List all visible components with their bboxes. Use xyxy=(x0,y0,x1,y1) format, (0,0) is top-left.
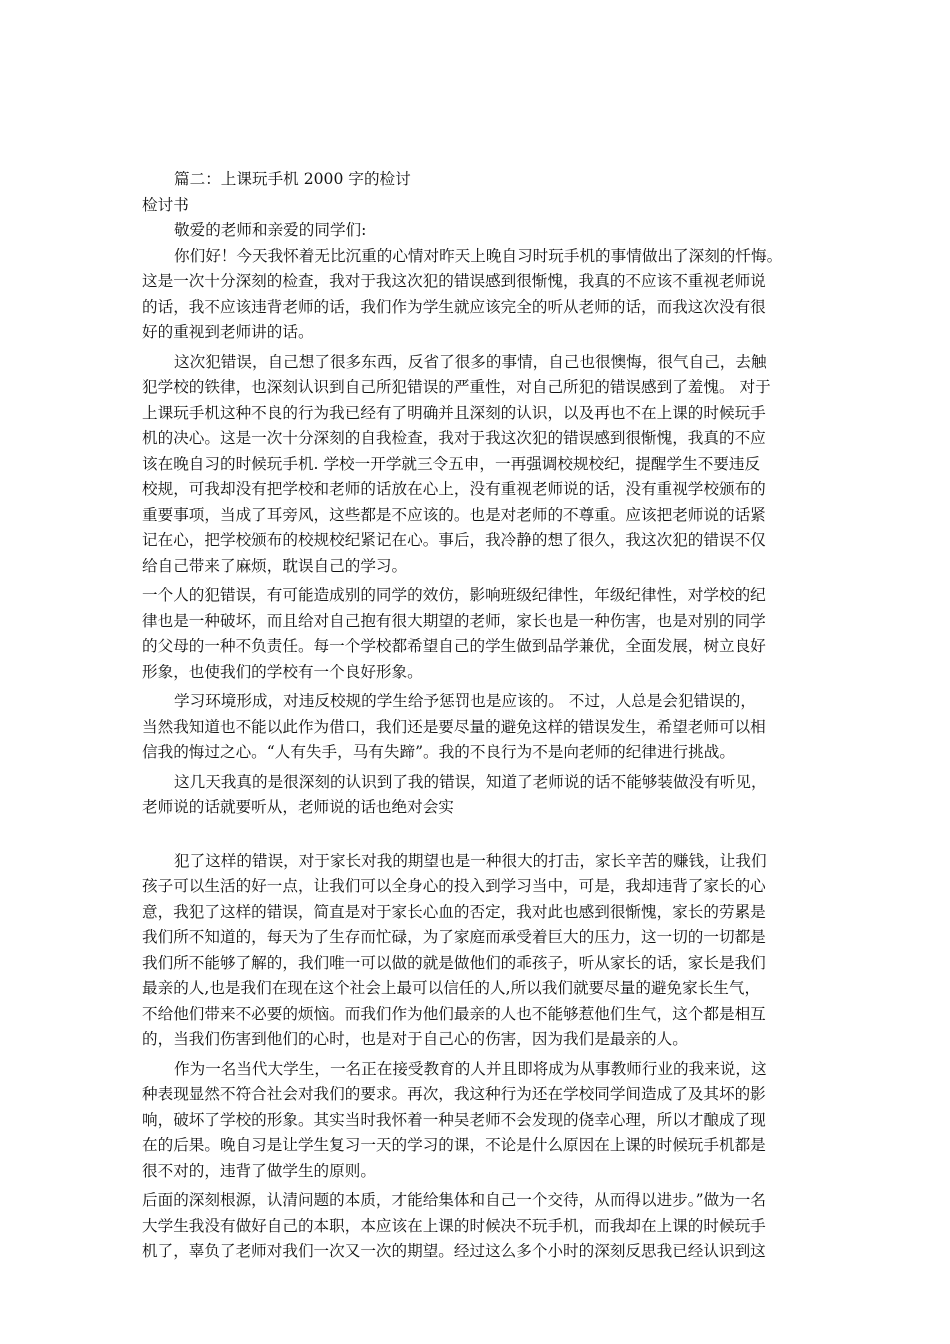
paragraph-line: 我们所不知道的，每天为了生存而忙碌，为了家庭而承受着巨大的压力，这一切的一切都是 xyxy=(142,928,766,946)
paragraph-line: 上课玩手机这种不良的行为我已经有了明确并且深刻的认识，以及再也不在上课的时候玩手 xyxy=(142,403,766,422)
paragraph xyxy=(142,350,812,580)
paragraph-line: 最亲的人,也是我们在现在这个社会上最可以信任的人,所以我们就要尽量的避免家长生气， xyxy=(142,979,761,997)
document-subtitle: 检讨书 xyxy=(142,195,189,214)
document-title: 篇二：上课玩手机 2000 字的检讨 xyxy=(174,170,411,188)
paragraph-line: 这次犯错误，自己想了很多东西，反省了很多的事情，自己也很懊悔，很气自己，去触 xyxy=(174,352,767,371)
paragraph-line: 不给他们带来不必要的烦恼。而我们作为他们最亲的人也不能够惹他们生气，这个都是相互 xyxy=(142,1004,766,1023)
paragraph-line: 校规，可我却没有把学校和老师的话放在心上，没有重视老师说的话，没有重视学校颁布的 xyxy=(142,480,766,498)
paragraph-line: 后面的深刻根源，认清问题的本质，才能给集体和自己一个交待，从而得以进步。”做为一名 xyxy=(142,1191,766,1209)
paragraph-line: 犯了这样的错误，对于家长对我的期望也是一种很大的打击，家长辛苦的赚钱，让我们 xyxy=(174,851,767,870)
paragraph-line: 记在心，把学校颁布的校规校纪紧记在心。事后，我冷静的想了很久，我这次犯的错误不仅 xyxy=(142,531,766,549)
paragraph xyxy=(142,689,812,766)
paragraph-line: 这几天我真的是很深刻的认识到了我的错误，知道了老师说的话不能够装做没有听见， xyxy=(174,772,767,791)
paragraph-line: 响，破坏了学校的形象。其实当时我怀着一种吴老师不会发现的侥幸心理，所以才酿成了现 xyxy=(142,1110,766,1129)
paragraph xyxy=(142,849,812,1053)
paragraph xyxy=(142,583,812,685)
paragraph-line: 老师说的话就要听从，老师说的话也绝对会实 xyxy=(142,798,454,816)
paragraph-line: 这是一次十分深刻的检查，我对于我这次犯的错误感到很惭愧，我真的不应该不重视老师说 xyxy=(142,272,766,290)
paragraph-line: 律也是一种破坏，而且给对自己抱有很大期望的老师，家长也是一种伤害，也是对别的同学 xyxy=(142,611,766,630)
document-page xyxy=(142,167,812,1265)
paragraph-line: 给自己带来了麻烦，耽误自己的学习。 xyxy=(142,556,408,575)
paragraph-line: 的话，我不应该违背老师的话，我们作为学生就应该完全的听从老师的话，而我这次没有很 xyxy=(142,297,766,316)
section-gap xyxy=(142,821,812,849)
paragraph-line: 犯学校的铁律，也深刻认识到自己所犯错误的严重性，对自己所犯的错误感到了羞愧。 对于 xyxy=(142,378,771,396)
paragraph xyxy=(142,770,812,821)
paragraph-line: 在的后果。晚自习是让学生复习一天的学习的课，不论是什么原因在上课的时候玩手机都是 xyxy=(142,1136,766,1154)
paragraph-line: 机了，辜负了老师对我们一次又一次的期望。经过这么多个小时的深刻反思我已经认识到这 xyxy=(142,1242,766,1260)
paragraph xyxy=(142,1057,812,1185)
paragraph-line: 信我的悔过之心。“人有失手，马有失蹄”。我的不良行为不是向老师的纪律进行挑战。 xyxy=(142,743,735,761)
paragraph-line: 我们所不能够了解的，我们唯一可以做的就是做他们的乖孩子，听从家长的话，家长是我们 xyxy=(142,953,766,972)
paragraph-line: 你们好！今天我怀着无比沉重的心情对昨天上晚自习时玩手机的事情做出了深刻的忏悔。 xyxy=(174,246,783,265)
body-paragraphs xyxy=(142,244,812,1265)
paragraph-line: 的父母的一种不负责任。每一个学校都希望自己的学生做到品学兼优，全面发展，树立良好 xyxy=(142,637,766,655)
paragraph-line: 大学生我没有做好自己的本职，本应该在上课的时候决不玩手机，而我却在上课的时候玩手 xyxy=(142,1216,766,1235)
paragraph-line: 重要事项，当成了耳旁风，这些都是不应该的。也是对老师的不尊重。应该把老师说的话紧 xyxy=(142,505,766,524)
paragraph-line: 当然我知道也不能以此作为借口，我们还是要尽量的避免这样的错误发生，希望老师可以相 xyxy=(142,717,766,736)
paragraph-line: 很不对的，违背了做学生的原则。 xyxy=(142,1161,376,1180)
paragraph-line: 好的重视到老师讲的话。 xyxy=(142,323,314,341)
paragraph-line: 该在晚自习的时候玩手机. 学校一开学就三令五申，一再强调校规校纪，提醒学生不要违反 xyxy=(142,454,761,473)
paragraph-line: 作为一名当代大学生，一名正在接受教育的人并且即将成为从事教师行业的我来说，这 xyxy=(174,1059,767,1078)
paragraph xyxy=(142,244,812,346)
paragraph-line: 一个人的犯错误，有可能造成别的同学的效仿，影响班级纪律性，年级纪律性，对学校的纪 xyxy=(142,586,766,604)
paragraph-line: 种表现显然不符合社会对我们的要求。再次，我这种行为还在学校同学间造成了及其坏的影 xyxy=(142,1085,766,1103)
paragraph-line: 孩子可以生活的好一点，让我们可以全身心的投入到学习当中，可是，我却违背了家长的心 xyxy=(142,877,766,895)
paragraph-line: 学习环境形成，对违反校规的学生给予惩罚也是应该的。 不过，人总是会犯错误的， xyxy=(174,692,756,710)
greeting: 敬爱的老师和亲爱的同学们: xyxy=(174,221,367,239)
paragraph-line: 形象，也使我们的学校有一个良好形象。 xyxy=(142,662,423,681)
paragraph xyxy=(142,1188,812,1265)
paragraph-line: 意，我犯了这样的错误，简直是对于家长心血的否定，我对此也感到很惭愧，家长的劳累是 xyxy=(142,902,766,921)
paragraph-line: 机的决心。这是一次十分深刻的自我检查，我对于我这次犯的错误感到很惭愧，我真的不应 xyxy=(142,429,766,447)
paragraph-line: 的，当我们伤害到他们的心时，也是对于自己心的伤害，因为我们是最亲的人。 xyxy=(142,1030,688,1048)
